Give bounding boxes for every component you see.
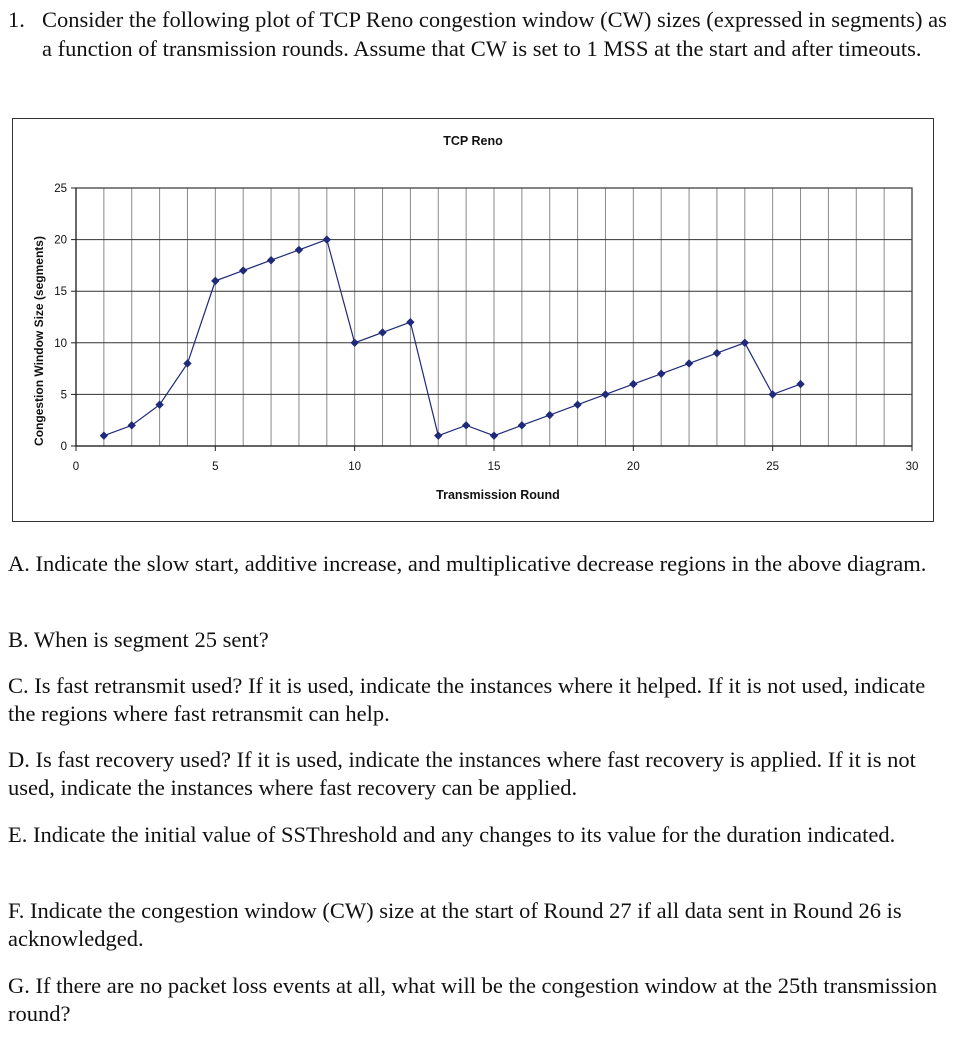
data-point bbox=[323, 235, 331, 243]
data-point bbox=[573, 401, 581, 409]
data-point bbox=[128, 421, 136, 429]
x-tick-label: 20 bbox=[626, 461, 640, 473]
subquestion-b: B. When is segment 25 sent? bbox=[8, 627, 269, 652]
data-point bbox=[685, 359, 693, 367]
question-1 bbox=[8, 6, 948, 63]
data-point bbox=[768, 390, 776, 398]
question-text: Consider the following plot of TCP Reno congestion window (CW) sizes (expressed in segments) as a function of transmission rounds. Assume that CW is set to 1 MSS at the start and after timeouts. bbox=[42, 7, 947, 61]
data-point bbox=[713, 349, 721, 357]
y-tick-label: 10 bbox=[54, 337, 67, 350]
data-point bbox=[406, 318, 414, 326]
x-tick-label: 30 bbox=[905, 461, 919, 473]
x-tick-label: 15 bbox=[487, 461, 501, 473]
y-tick-label: 5 bbox=[60, 389, 67, 402]
subquestion-a: A. Indicate the slow start, additive increase, and multiplicative decrease regions in the above diagram. bbox=[8, 551, 927, 576]
data-point bbox=[100, 431, 108, 439]
data-point bbox=[155, 401, 163, 409]
subquestion-f: F. Indicate the congestion window (CW) size at the start of Round 27 if all data sent in Round 26 is acknowledged. bbox=[8, 898, 902, 951]
subquestion-c: C. Is fast retransmit used? If it is used, indicate the instances where it helped. If it is not used, indicate the regions where fast retransmit can help. bbox=[8, 673, 926, 726]
y-tick-label: 0 bbox=[60, 441, 67, 453]
y-axis-label: Congestion Window Size (segments) bbox=[32, 236, 46, 446]
y-tick-label: 25 bbox=[54, 183, 67, 195]
question-number: 1. bbox=[8, 7, 25, 32]
data-point bbox=[350, 339, 358, 347]
data-point bbox=[518, 421, 526, 429]
data-point bbox=[796, 380, 804, 388]
x-tick-label: 0 bbox=[72, 461, 80, 473]
data-point bbox=[183, 359, 191, 367]
subquestion-d: D. Is fast recovery used? If it is used, indicate the instances where fast recovery is applied. If it is not used, indicate the instances where fast recovery can be applied. bbox=[8, 747, 916, 800]
y-tick-label: 20 bbox=[54, 234, 67, 247]
data-point bbox=[434, 431, 442, 439]
x-tick-label: 10 bbox=[348, 461, 362, 473]
x-tick-label: 5 bbox=[212, 461, 219, 473]
data-point bbox=[211, 277, 219, 285]
data-point bbox=[546, 411, 554, 419]
data-point bbox=[657, 370, 665, 378]
data-point bbox=[601, 390, 609, 398]
x-axis-label: Transmission Round bbox=[436, 488, 560, 502]
data-point bbox=[267, 256, 275, 264]
subquestion-g: G. If there are no packet loss events at all, what will be the congestion window at the 25th transmission round? bbox=[8, 973, 938, 1026]
series-line bbox=[104, 240, 801, 436]
data-point bbox=[239, 266, 247, 274]
data-point bbox=[295, 246, 303, 254]
subquestion-e: E. Indicate the initial value of SSThreshold and any changes to its value for the duration indicated. bbox=[8, 822, 896, 847]
data-point bbox=[629, 380, 637, 388]
data-point bbox=[378, 328, 386, 336]
tcp-reno-chart bbox=[12, 118, 934, 522]
chart-title: TCP Reno bbox=[443, 134, 503, 148]
x-tick-label: 25 bbox=[766, 461, 780, 473]
data-point bbox=[490, 431, 498, 439]
data-point bbox=[462, 421, 470, 429]
y-tick-label: 15 bbox=[54, 286, 67, 299]
data-point bbox=[741, 339, 749, 347]
